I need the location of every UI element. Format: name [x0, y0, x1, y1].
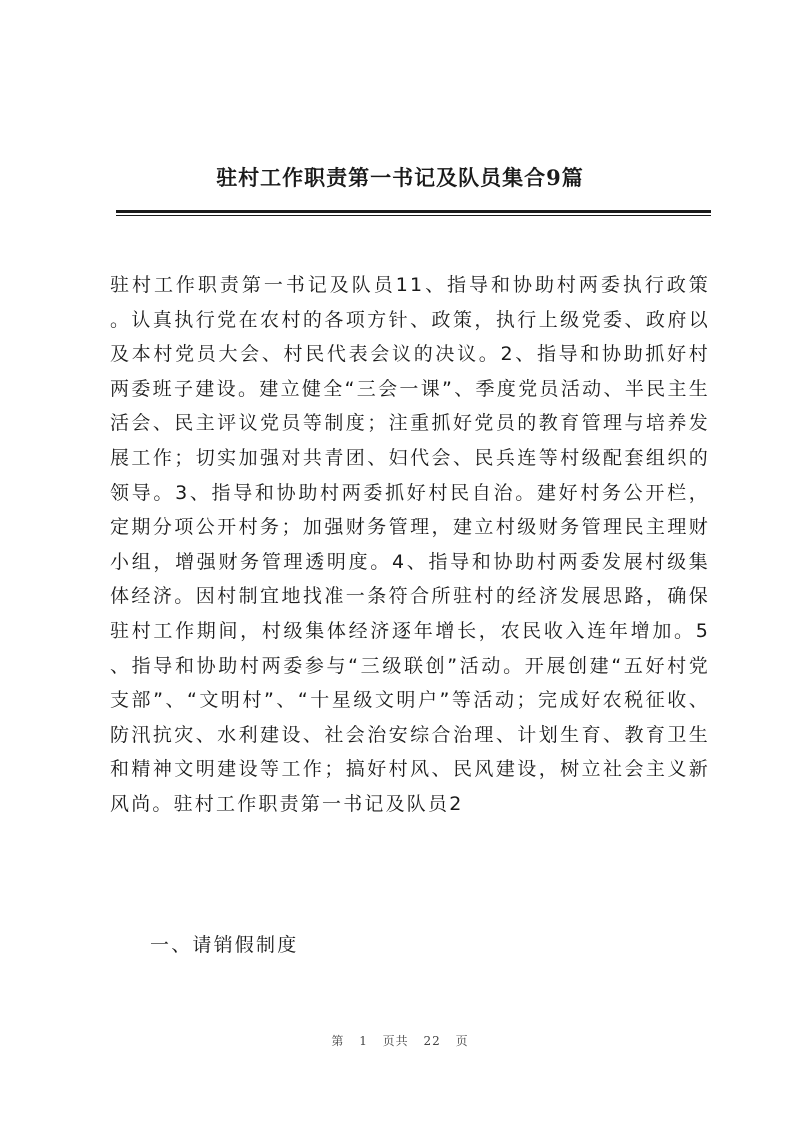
body-paragraph: 驻村工作职责第一书记及队员11、指导和协助村两委执行政策。认真执行党在农村的各项方针、政策，执行上级党委、政府以及本村党员大会、村民代表会议的决议。2、指导和协助抓好村两委班子建设。建立健全“三会一课”、季度党员活动、半民主生活会、民主评议党员等制度；注重抓好党员的教育管理与培养发展工作；切实加强对共青团、妇代会、民兵连等村级配套组织的领导。3、指导和协助村两委抓好村民自治。建好村务公开栏，定期分项公开村务；加强财务管理，建立村级财务管理民主理财小组，增强财务管理透明度。4、指导和协助村两委发展村级集体经济。因村制宜地找准一条符合所驻村的经济发展思路，确保驻村工作期间，村级集体经济逐年增长，农民收入连年增加。5、指导和协助村两委参与“三级联创”活动。开展创建“五好村党支部”、“文明村”、“十星级文明户”等活动；完成好农税征收、防汛抗灾、水利建设、社会治安综合治理、计划生育、教育卫生和精神文明建设等工作；搞好村风、民风建设，树立社会主义新风尚。驻村工作职责第一书记及队员2 — [110, 274, 710, 815]
title-divider-thick — [116, 210, 711, 213]
footer-page-total: 22 — [423, 1034, 441, 1048]
footer-page-suffix: 页 — [455, 1034, 469, 1048]
page-footer — [0, 1032, 800, 1049]
document-title: 驻村工作职责第一书记及队员集合9篇 — [216, 165, 584, 190]
footer-page-number: 1 — [359, 1034, 368, 1048]
title-divider-thin — [116, 215, 711, 216]
footer-page-prefix: 第 — [331, 1034, 345, 1048]
footer-page-mid: 页共 — [382, 1034, 409, 1048]
section-heading: 一、请销假制度 — [150, 934, 299, 956]
